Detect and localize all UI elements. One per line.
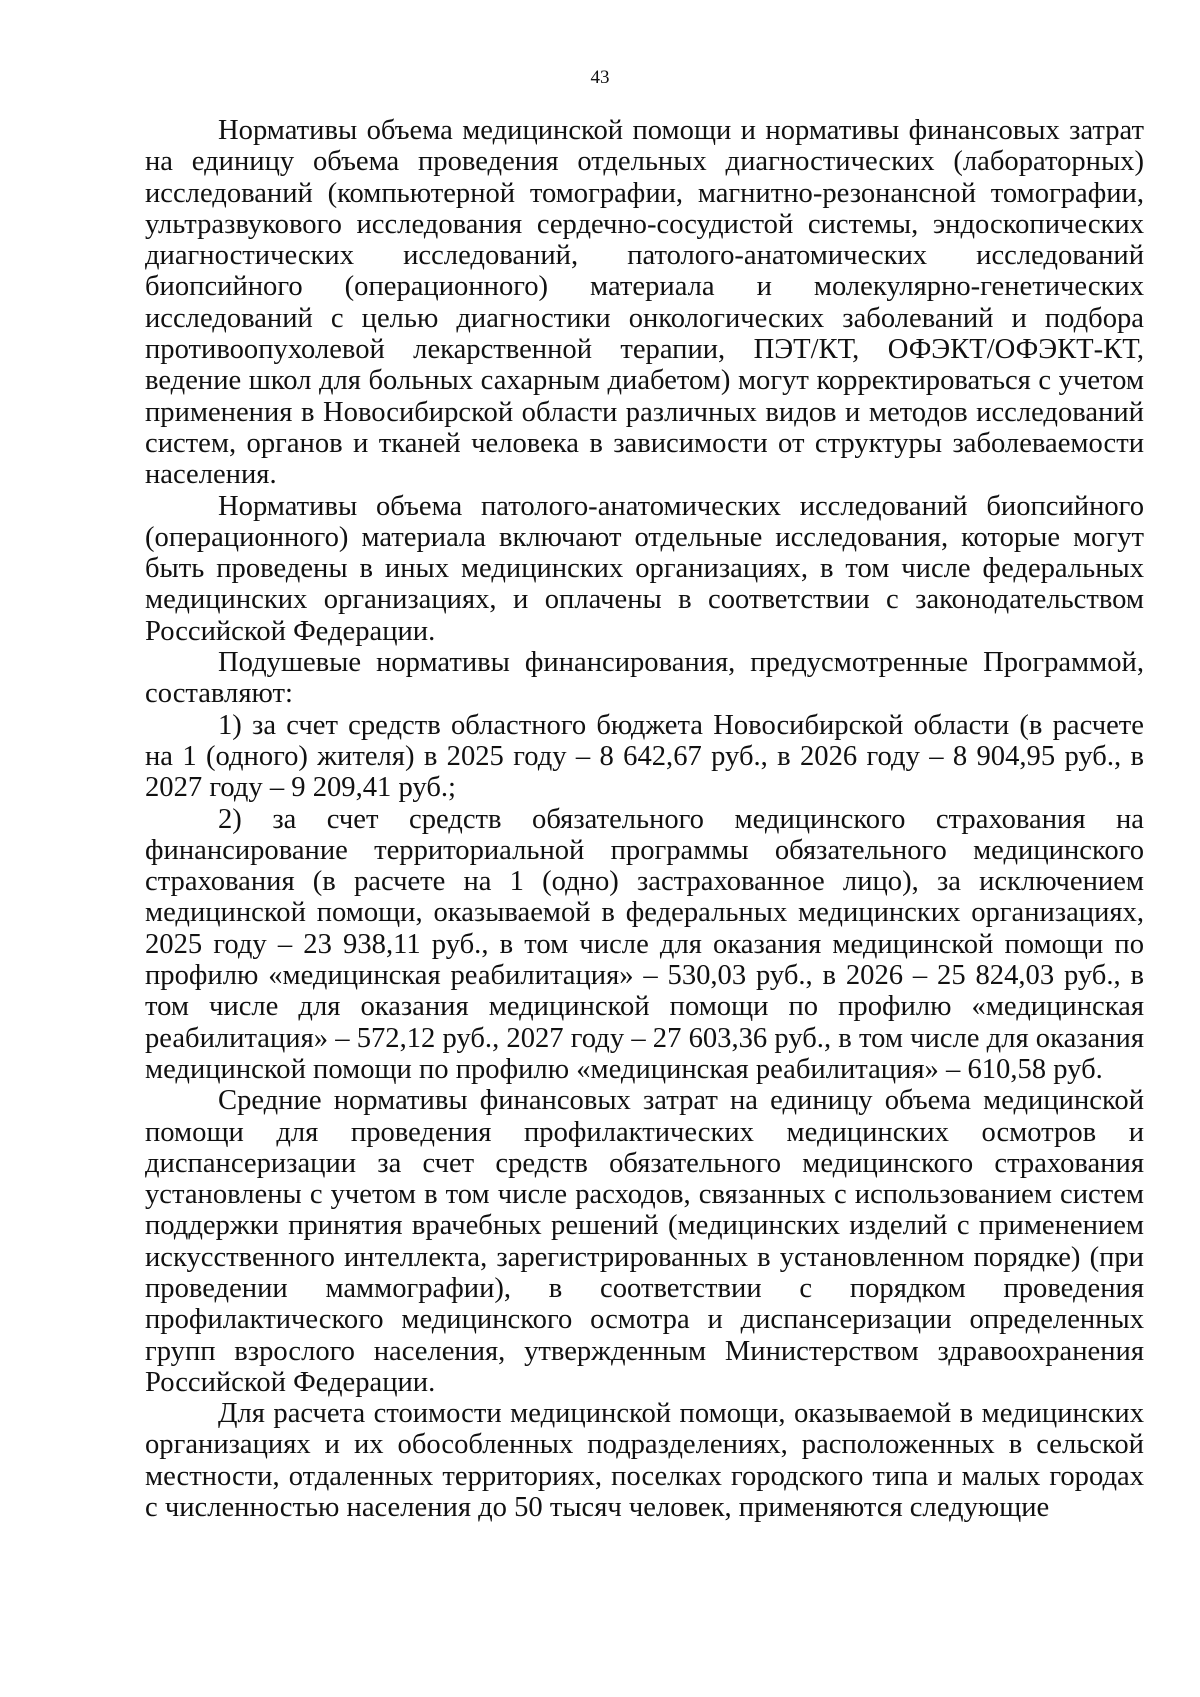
paragraph-average-cost-normatives: Средние нормативы финансовых затрат на единицу объема медицинской помощи для проведения профилактических медицинских осмотров и диспансеризации за счет средств обязательного медицинского страхования установлены с учетом в том числе расходов, связанных с использованием систем поддержки принятия врачебных решений (медицинских изделий с применением искусственного интеллекта, зарегистрированных в установленном порядке) (при проведении маммографии), в соответствии с порядком проведения профилактического медицинского осмотра и диспансеризации определенных групп взрослого населения, утвержденным Министерством здравоохранения Российской Федерации. <box>145 1085 1144 1398</box>
paragraph-per-capita-intro: Подушевые нормативы финансирования, предусмотренные Программой, составляют: <box>145 647 1144 710</box>
list-item-compulsory-insurance: 2) за счет средств обязательного медицинского страхования на финансирование территориальной программы обязательного медицинского страхования (в расчете на 1 (одно) застрахованное лицо), за исключением медицинской помощи, оказываемой в федеральных медицинских организациях, 2025 году – 23 938,11 руб., в том числе для оказания медицинской помощи по профилю «медицинская реабилитация» – 530,03 руб., в 2026 – 25 824,03 руб., в том числе для оказания медицинской помощи по профилю «медицинская реабилитация» – 572,12 руб., 2027 году – 27 603,36 руб., в том числе для оказания медицинской помощи по профилю «медицинская реабилитация» – 610,58 руб. <box>145 803 1144 1085</box>
paragraph-diagnostic-normatives: Нормативы объема медицинской помощи и нормативы финансовых затрат на единицу объема проведения отдельных диагностических (лабораторных) исследований (компьютерной томографии, магнитно-резонансной томографии, ультразвукового исследования сердечно-сосудистой системы, эндоскопических диагностических исследований, патолого-анатомических исследований биопсийного (операционного) материала и молекулярно-генетических исследований с целью диагностики онкологических заболеваний и подбора противоопухолевой лекарственной терапии, ПЭТ/КТ, ОФЭКТ/ОФЭКТ-КТ, ведение школ для больных сахарным диабетом) могут корректироваться с учетом применения в Новосибирской области различных видов и методов исследований систем, органов и тканей человека в зависимости от структуры заболеваемости населения. <box>145 115 1144 491</box>
paragraph-rural-cost-calculation: Для расчета стоимости медицинской помощи, оказываемой в медицинских организациях и их обособленных подразделениях, расположенных в сельской местности, отдаленных территориях, поселках городского типа и малых городах с численностью населения до 50 тысяч человек, применяются следующие <box>145 1398 1144 1524</box>
paragraph-pathology-normatives: Нормативы объема патолого-анатомических исследований биопсийного (операционного) материала включают отдельные исследования, которые могут быть проведены в иных медицинских организациях, в том числе федеральных медицинских организациях, и оплачены в соответствии с законодательством Российской Федерации. <box>145 490 1144 647</box>
list-item-regional-budget: 1) за счет средств областного бюджета Новосибирской области (в расчете на 1 (одного) жителя) в 2025 году – 8 642,67 руб., в 2026 году – 8 904,95 руб., в 2027 году – 9 209,41 руб.; <box>145 709 1144 804</box>
document-body <box>145 115 1144 1523</box>
page-number: 43 <box>590 67 610 88</box>
